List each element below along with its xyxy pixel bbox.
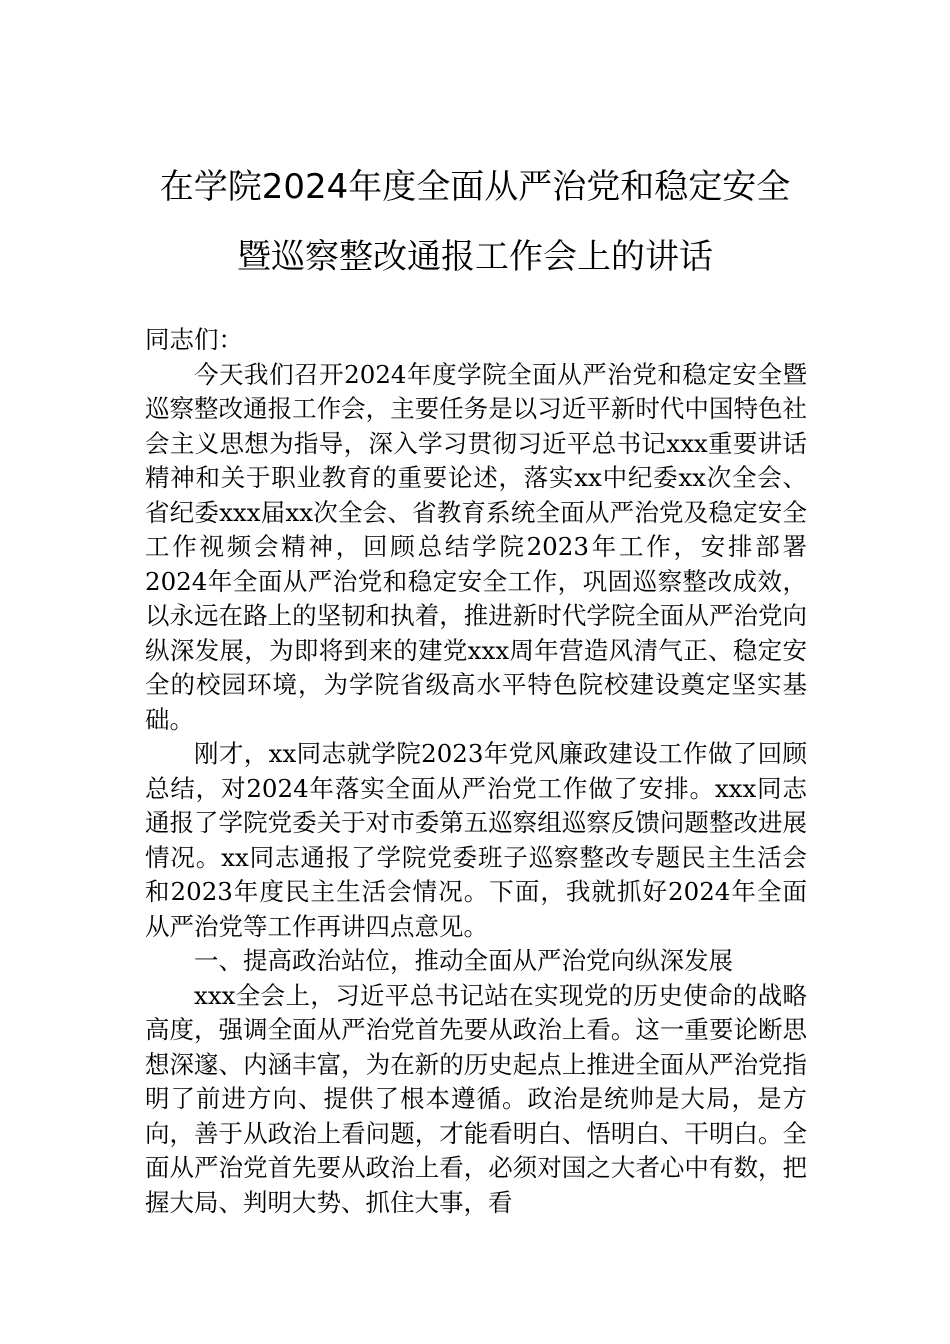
paragraph-2: 刚才，xx同志就学院2023年党风廉政建设工作做了回顾总结，对2024年落实全面从严治党工作做了安排。xxx同志通报了学院党委关于对市委第五巡察组巡察反馈问题整改进展情况。xx同志通报了学院党委班子巡察整改专题民主生活会和2023年度民主生活会情况。下面，我就抓好2024年全面从严治党等工作再讲四点意见。 [145, 739, 807, 941]
paragraph-1: 今天我们召开2024年度学院全面从严治党和稳定安全暨巡察整改通报工作会，主要任务是以习近平新时代中国特色社会主义思想为指导，深入学习贯彻习近平总书记xxx重要讲话精神和关于职业教育的重要论述，落实xx中纪委xx次全会、省纪委xxx届xx次全会、省教育系统全面从严治党及稳定安全工作视频会精神，回顾总结学院2023年工作，安排部署2024年全面从严治党和稳定安全工作，巩固巡察整改成效，以永远在路上的坚韧和执着，推进新时代学院全面从严治党向纵深发展，为即将到来的建党xxx周年营造风清气正、稳定安全的校园环境，为学院省级高水平特色院校建设奠定坚实基础。 [145, 359, 807, 734]
salutation: 同志们： [145, 325, 243, 354]
document-body [145, 323, 807, 1220]
document-title-line-1: 在学院2024年度全面从严治党和稳定安全 [159, 167, 791, 207]
section-paragraph-1: xxx全会上，习近平总书记站在实现党的历史使命的战略高度，强调全面从严治党首先要从政治上看。这一重要论断思想深邃、内涵丰富，为在新的历史起点上推进全面从严治党指明了前进方向、提供了根本遵循。政治是统帅是大局，是方向，善于从政治上看问题，才能看明白、悟明白、干明白。全面从严治党首先要从政治上看，必须对国之大者心中有数，把握大局、判明大势、抓住大事，看 [145, 980, 807, 1217]
section-heading-1: 一、提高政治站位，推动全面从严治党向纵深发展 [194, 946, 733, 975]
document-title-line-2: 暨巡察整改通报工作会上的讲话 [237, 237, 713, 277]
